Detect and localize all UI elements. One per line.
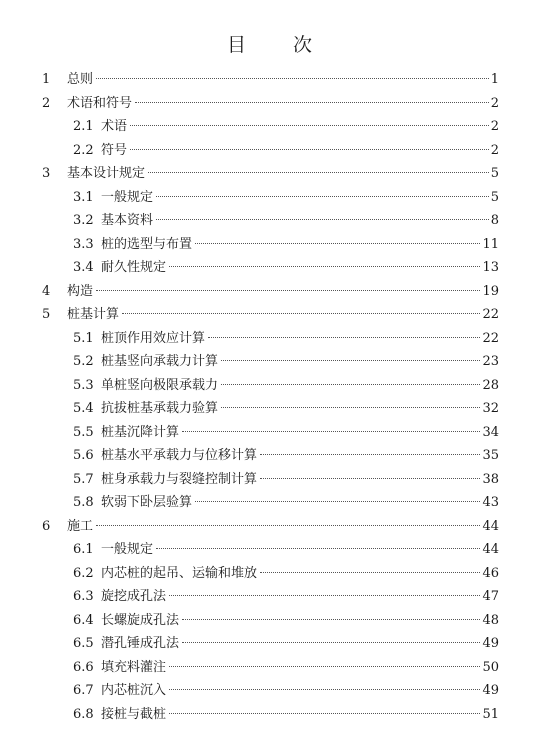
dot-leader: [182, 642, 480, 643]
toc-title: 目 次: [226, 34, 326, 56]
toc-entry[interactable]: [73, 656, 499, 680]
toc-entry[interactable]: [73, 233, 499, 257]
toc-entry-label: 施工: [67, 518, 94, 534]
dot-leader: [169, 266, 480, 267]
toc-entry-label: 接桩与截桩: [101, 706, 167, 722]
dot-leader: [130, 125, 489, 126]
toc-entry-number: 6.7: [73, 683, 94, 698]
toc-entry[interactable]: [42, 92, 499, 116]
toc-entry-number: 3: [42, 166, 51, 181]
toc-entry-page-number: 32: [482, 401, 499, 416]
dot-leader: [260, 478, 480, 479]
toc-entry[interactable]: [73, 139, 499, 163]
dot-leader: [221, 384, 480, 385]
toc-entry[interactable]: [73, 585, 499, 609]
toc-entry-number: 5.6: [73, 448, 94, 463]
toc-entry-number: 5: [42, 307, 51, 322]
toc-entry-label: 桩基水平承载力与位移计算: [101, 448, 258, 463]
toc-entry[interactable]: [73, 609, 499, 633]
dot-leader: [195, 501, 480, 502]
toc-entry-label: 桩顶作用效应计算: [101, 330, 206, 346]
toc-entry-label: 构造: [67, 283, 94, 299]
dot-leader: [221, 407, 480, 408]
toc-entry-label: 术语: [101, 119, 128, 134]
dot-leader: [156, 548, 480, 549]
toc-entry-page-number: 2: [490, 119, 499, 134]
toc-entry[interactable]: [73, 562, 499, 586]
toc-entry-label: 内芯桩的起吊、运输和堆放: [101, 565, 258, 581]
toc-entry-number: 5.7: [73, 471, 94, 487]
toc-entry[interactable]: [73, 327, 499, 351]
toc-entry-page-number: 28: [482, 377, 499, 393]
toc-entry-number: 3.4: [73, 260, 94, 275]
toc-entry-number: 5.8: [73, 495, 94, 510]
toc-entry-number: 6.1: [73, 542, 94, 557]
toc-entry-number: 3.2: [73, 213, 94, 228]
toc-entry-label: 桩基竖向承载力计算: [101, 354, 219, 369]
toc-entry[interactable]: [73, 444, 499, 468]
toc-entry-label: 术语和符号: [67, 95, 133, 111]
toc-entry[interactable]: [42, 68, 499, 92]
toc-entry-label: 符号: [101, 142, 128, 158]
dot-leader: [169, 666, 480, 667]
toc-entry-label: 一般规定: [101, 189, 154, 205]
toc-entry[interactable]: [42, 162, 499, 186]
toc-entry[interactable]: [42, 280, 499, 304]
toc-entry-page-number: 50: [482, 659, 499, 675]
dot-leader: [169, 595, 480, 596]
toc-entry-label: 桩基计算: [67, 307, 120, 322]
toc-entry[interactable]: [42, 303, 499, 327]
toc-entry-label: 抗拔桩基承载力验算: [101, 401, 219, 416]
toc-entry-label: 总则: [67, 72, 94, 87]
toc-entry[interactable]: [73, 491, 499, 515]
toc-entry-number: 5.1: [73, 330, 94, 346]
toc-entry-page-number: 43: [482, 495, 499, 510]
toc-entry-number: 6.6: [73, 659, 94, 675]
toc-entry[interactable]: [73, 115, 499, 139]
toc-entry-number: 3.3: [73, 236, 94, 252]
toc-entry-number: 5.4: [73, 401, 94, 416]
toc-entry-label: 基本设计规定: [67, 166, 146, 181]
toc-entry-label: 软弱下卧层验算: [101, 495, 193, 510]
toc-entry[interactable]: [73, 374, 499, 398]
toc-entry-page-number: 19: [482, 283, 499, 299]
toc-entry[interactable]: [42, 515, 499, 539]
toc-entry-page-number: 47: [482, 589, 499, 604]
dot-leader: [135, 102, 489, 103]
toc-entry[interactable]: [73, 468, 499, 492]
toc-entry-page-number: 23: [482, 354, 499, 369]
toc-entry-page-number: 13: [482, 260, 499, 275]
dot-leader: [96, 525, 480, 526]
toc-entry-label: 填充料灌注: [101, 659, 167, 675]
dot-leader: [208, 337, 480, 338]
toc-entry-page-number: 1: [490, 72, 499, 87]
toc-entry-page-number: 49: [482, 683, 499, 698]
toc-entry-label: 长螺旋成孔法: [101, 612, 180, 628]
toc-entry-page-number: 51: [482, 706, 499, 722]
dot-leader: [169, 713, 480, 714]
dot-leader: [156, 219, 489, 220]
toc-entry[interactable]: [73, 350, 499, 374]
toc-entry[interactable]: [73, 186, 499, 210]
toc-entry-label: 桩基沉降计算: [101, 424, 180, 440]
toc-entry-page-number: 44: [482, 518, 499, 534]
toc-entry[interactable]: [73, 209, 499, 233]
toc-entry-page-number: 11: [482, 236, 499, 252]
toc-entry[interactable]: [73, 538, 499, 562]
toc-entry-page-number: 44: [482, 542, 499, 557]
dot-leader: [169, 689, 480, 690]
toc-entry-number: 6.2: [73, 565, 94, 581]
dot-leader: [182, 431, 480, 432]
toc-entry-page-number: 2: [490, 142, 499, 158]
toc-entry-label: 一般规定: [101, 542, 154, 557]
dot-leader: [221, 360, 480, 361]
toc-entry-page-number: 5: [490, 166, 499, 181]
toc-entry-number: 6.5: [73, 636, 94, 651]
toc-entry-page-number: 5: [490, 189, 499, 205]
toc-entry-number: 2.1: [73, 119, 94, 134]
toc-entry-number: 6.4: [73, 612, 94, 628]
toc-entry-label: 潜孔锤成孔法: [101, 636, 180, 651]
toc-entry-page-number: 49: [482, 636, 499, 651]
toc-entry-label: 旋挖成孔法: [101, 589, 167, 604]
toc-entry-number: 1: [42, 72, 51, 87]
toc-entry-page-number: 8: [490, 213, 499, 228]
toc-entry-number: 5.2: [73, 354, 94, 369]
toc-entry-page-number: 48: [482, 612, 499, 628]
dot-leader: [96, 290, 480, 291]
toc-entry-number: 2: [42, 95, 51, 111]
toc-entry-number: 3.1: [73, 189, 94, 205]
dot-leader: [156, 196, 489, 197]
toc-entry-page-number: 22: [482, 307, 499, 322]
toc-entry-label: 桩的选型与布置: [101, 236, 193, 252]
dot-leader: [130, 149, 489, 150]
toc-entry-page-number: 2: [490, 95, 499, 111]
toc-entry[interactable]: [73, 397, 499, 421]
toc-entry-number: 6.8: [73, 706, 94, 722]
toc-entry[interactable]: [73, 703, 499, 727]
toc-entry[interactable]: [73, 256, 499, 280]
toc-entry-number: 5.5: [73, 424, 94, 440]
toc-entry-number: 4: [42, 283, 51, 299]
dot-leader: [122, 313, 480, 314]
toc-entry-page-number: 34: [482, 424, 499, 440]
toc-entry-number: 6.3: [73, 589, 94, 604]
toc-entry-page-number: 46: [482, 565, 499, 581]
toc-entry[interactable]: [73, 421, 499, 445]
toc-entry-label: 桩身承载力与裂缝控制计算: [101, 471, 258, 487]
toc-entry-number: 6: [42, 518, 51, 534]
toc-entry-page-number: 38: [482, 471, 499, 487]
dot-leader: [260, 454, 480, 455]
toc-entry-page-number: 35: [482, 448, 499, 463]
toc-entry-label: 耐久性规定: [101, 260, 167, 275]
toc-entry[interactable]: [73, 679, 499, 703]
toc-entry-label: 单桩竖向极限承载力: [101, 377, 219, 393]
dot-leader: [182, 619, 480, 620]
toc-entry[interactable]: [73, 632, 499, 656]
toc-entry-label: 内芯桩沉入: [101, 683, 167, 698]
toc-entry-number: 2.2: [73, 142, 94, 158]
dot-leader: [96, 78, 489, 79]
dot-leader: [260, 572, 480, 573]
dot-leader: [195, 243, 480, 244]
toc-entry-label: 基本资料: [101, 213, 154, 228]
dot-leader: [148, 172, 489, 173]
toc-entry-number: 5.3: [73, 377, 94, 393]
toc-entry-page-number: 22: [482, 330, 499, 346]
